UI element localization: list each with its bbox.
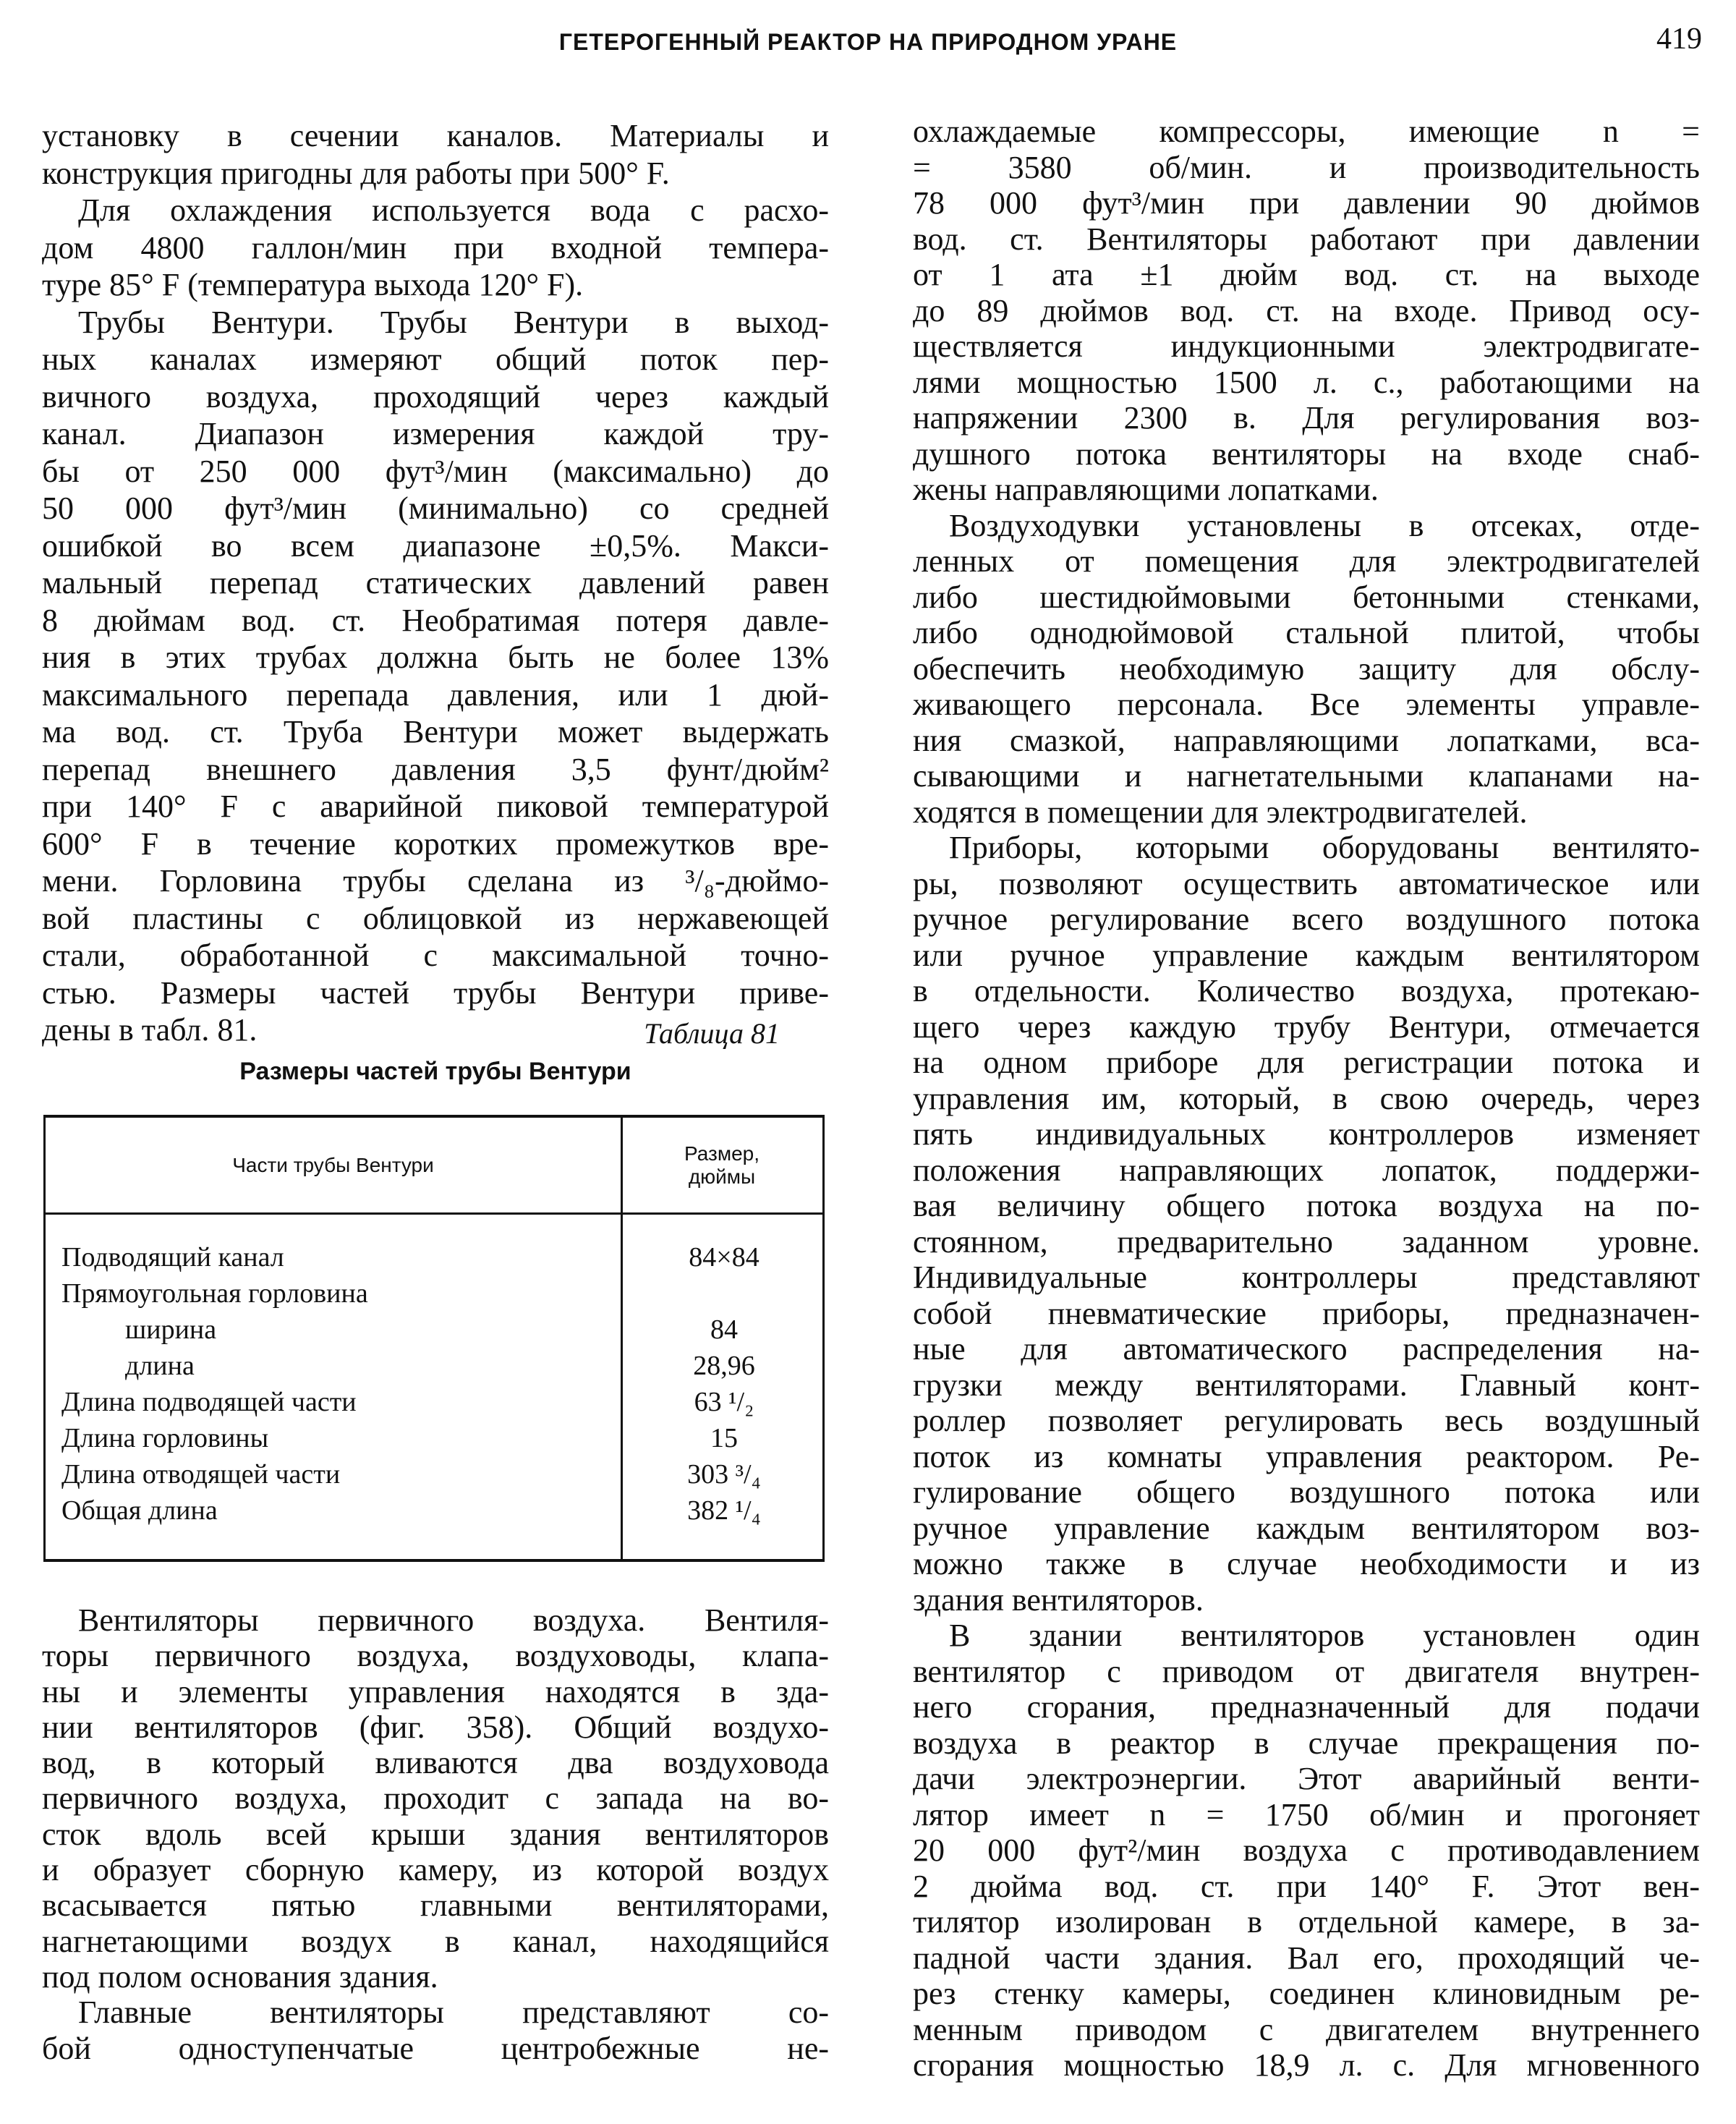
text-line: вой пластины с облицовкой из нержавеющей (42, 900, 829, 936)
size-cell: 28,96 (693, 1351, 755, 1381)
text-line: мени. Горловина трубы сделана из ³/₈-дюймо- (42, 863, 829, 899)
size-cell: 63 ¹/₂ (694, 1387, 754, 1417)
text-line: бой одноступенчатые центробежные не- (42, 2030, 829, 2066)
table-row (46, 1456, 822, 1492)
left-column-text (42, 117, 829, 1049)
text-line: ленных от помещения для электродвигателей (913, 543, 1700, 579)
size-cell: 382 ¹/₄ (687, 1495, 761, 1526)
part-name: ширина (125, 1314, 217, 1345)
table-caption: Таблица 81 (644, 1017, 780, 1050)
text-line: лями мощностью 1500 л. с., работающими на (913, 364, 1700, 400)
text-line: 50 000 фут³/мин (минимально) со средней (42, 490, 829, 526)
part-cell (125, 1312, 608, 1348)
text-line: стоянном, предварительно заданном уровне. (913, 1223, 1700, 1259)
text-line: вентилятор с приводом от двигателя внутрен- (913, 1653, 1700, 1689)
dot-leader (367, 1384, 608, 1420)
text-line: 8 дюймам вод. ст. Необратимая потеря давле- (42, 602, 829, 638)
text-line: мальный перепад статических давлений равен (42, 565, 829, 600)
dot-leader (205, 1348, 608, 1384)
text-line: ния смазкой, направляющими лопатками, вса- (913, 722, 1700, 758)
column-header-size-text: Размер, дюймы (684, 1142, 760, 1188)
dimensions-table (43, 1115, 825, 1562)
text-line: рез стенку камеры, соединен клиновидным ре- (913, 1976, 1700, 2011)
text-line: пять индивидуальных контроллеров изменяет (913, 1116, 1700, 1152)
paragraph (913, 830, 1700, 1618)
text-line: под полом основания здания. (42, 1958, 438, 1995)
text-line: вичного воздуха, проходящий через каждый (42, 378, 829, 415)
table-row (46, 1348, 822, 1384)
page-number: 419 (1656, 22, 1702, 56)
text-line: сывающими и нагнетательными клапанами на- (913, 758, 1700, 794)
table-row (46, 1239, 822, 1275)
text-line: воздуха в реактор в случае прекращения по- (913, 1725, 1700, 1761)
text-line: нагнетающими воздух в канал, находящийся (42, 1923, 829, 1959)
text-line: Вентиляторы первичного воздуха. Вентиля- (78, 1602, 829, 1638)
table-row (46, 1420, 822, 1456)
text-line: всасывается пятью главными вентиляторами, (42, 1887, 829, 1924)
text-line: Главные вентиляторы представляют со- (78, 1995, 829, 2031)
table-row (46, 1312, 822, 1348)
paragraph (913, 508, 1700, 831)
text-line: стью. Размеры частей трубы Вентури приве- (42, 974, 829, 1011)
text-line: вод. ст. Вентиляторы работают при давлении (913, 221, 1700, 257)
left-column-bottom-text (42, 1602, 829, 2066)
text-line: торы первичного воздуха, воздуховоды, клапа- (42, 1638, 829, 1674)
text-line: стали, обработанной с максимальной точно- (42, 938, 829, 973)
text-line: 20 000 фут²/мин воздуха с противодавлением (913, 1832, 1700, 1868)
size-cell: 15 (710, 1423, 738, 1453)
column-header-size (621, 1118, 823, 1212)
table-header (46, 1118, 822, 1215)
text-line: сгорания мощностью 18,9 л. с. Для мгновенного (913, 2047, 1700, 2083)
text-line: на одном приборе для регистрации потока и (913, 1045, 1700, 1080)
part-name: Длина отводящей части (61, 1459, 341, 1490)
text-line: перепад внешнего давления 3,5 фунт/дюйм² (42, 751, 829, 787)
size-cell: 84×84 (689, 1242, 760, 1273)
text-line: туре 85° F (температура выхода 120° F). (42, 267, 584, 302)
part-name: Длина горловины (61, 1423, 269, 1453)
text-line: нии вентиляторов (фиг. 358). Общий воздухо- (42, 1709, 829, 1745)
running-head: ГЕТЕРОГЕННЫЙ РЕАКТОР НА ПРИРОДНОМ УРАНЕ (558, 29, 1178, 55)
table-row (46, 1275, 822, 1312)
text-line: ручное регулирование всего воздушного потока (913, 901, 1700, 937)
text-line: установку в сечении каналов. Материалы и (42, 118, 829, 153)
text-line: В здании вентиляторов установлен один (949, 1618, 1700, 1653)
text-line: канал. Диапазон измерения каждой тру- (42, 416, 829, 451)
text-line: него сгорания, предназначенный для подачи (913, 1689, 1700, 1725)
text-line: в отдельности. Количество воздуха, протекаю- (913, 973, 1700, 1008)
right-column-text (913, 114, 1700, 2083)
part-cell (61, 1420, 608, 1456)
text-line: охлаждаемые компрессоры, имеющие n = (913, 114, 1700, 149)
text-line: дены в табл. 81. (42, 1012, 258, 1048)
text-line: роллер позволяет регулировать весь воздушный (913, 1403, 1700, 1438)
text-line: 600° F в течение коротких промежутков вре- (42, 825, 829, 862)
paragraph (42, 304, 829, 1049)
text-line: конструкция пригодны для работы при 500° F. (42, 155, 670, 191)
text-line: напряжении 2300 в. Для регулирования воз- (913, 400, 1700, 436)
text-line: ходятся в помещении для электродвигателей. (913, 794, 1528, 830)
text-line: 78 000 фут³/мин при давлении 90 дюймов (913, 185, 1700, 221)
text-line: обеспечить необходимую защиту для обслу- (913, 650, 1700, 687)
text-line: душного потока вентиляторы на входе снаб- (913, 436, 1700, 472)
text-line: лятор имеет n = 1750 об/мин и прогоняет (913, 1796, 1700, 1832)
text-line: ния в этих трубах должна быть не более 13% (42, 640, 829, 675)
text-line: грузки между вентиляторами. Главный конт- (913, 1367, 1700, 1403)
text-line: ных каналах измеряют общий поток пер- (42, 341, 829, 377)
text-line: Приборы, которыми оборудованы вентилято- (949, 830, 1700, 865)
size-cell: 303 ³/₄ (687, 1459, 761, 1490)
text-line: до 89 дюймов вод. ст. на входе. Привод осу- (913, 292, 1700, 328)
text-line: ны и элементы управления находятся в зда- (42, 1673, 829, 1709)
dot-leader (228, 1492, 608, 1529)
text-line: при 140° F с аварийной пиковой температурой (42, 789, 829, 824)
text-line: тилятор изолирован в отдельной камере, в за- (913, 1904, 1700, 1940)
text-line: дом 4800 галлон/мин при входной темпера- (42, 229, 829, 266)
text-line: управления им, который, в свою очередь, через (913, 1080, 1700, 1116)
text-line: дачи электроэнергии. Этот аварийный венти- (913, 1761, 1700, 1796)
text-line: жены направляющими лопатками. (913, 472, 1379, 507)
text-line: сток вдоль всей крыши здания вентиляторов (42, 1816, 829, 1852)
paragraph (42, 117, 829, 192)
text-line: Трубы Вентури. Трубы Вентури в выход- (78, 304, 829, 340)
dot-leader (350, 1456, 608, 1492)
part-name: Прямоугольная горловина (61, 1278, 368, 1309)
text-line: падной части здания. Вал его, проходящий че- (913, 1940, 1700, 1976)
text-line: Индивидуальные контроллеры представляют (913, 1259, 1700, 1295)
text-line: либо шестидюймовыми бетонными стенками, (913, 579, 1700, 615)
part-cell (61, 1384, 608, 1420)
text-line: или ручное управление каждым вентилятором (913, 937, 1700, 973)
text-line: можно также в случае необходимости и из (913, 1546, 1700, 1581)
paragraph (42, 1995, 829, 2066)
text-line: первичного воздуха, проходит с запада на во- (42, 1780, 829, 1817)
part-name: Общая длина (61, 1495, 218, 1526)
text-line: вод, в который вливаются два воздуховода (42, 1745, 829, 1781)
part-cell (61, 1239, 608, 1275)
text-line: живающего персонала. Все элементы управле- (913, 687, 1700, 722)
text-line: ные для автоматического распределения на- (913, 1331, 1700, 1367)
paragraph (913, 114, 1700, 508)
text-line: ошибкой во всем диапазоне ±0,5%. Макси- (42, 527, 829, 564)
text-line: от 1 ата ±1 дюйм вод. ст. на выходе (913, 257, 1700, 292)
part-cell (61, 1456, 608, 1492)
text-line: гулирование общего воздушного потока или (913, 1474, 1700, 1510)
table-title: Размеры частей трубы Вентури (239, 1058, 631, 1085)
text-line: либо однодюймовой стальной плитой, чтобы (913, 615, 1700, 650)
text-line: Для охлаждения используется вода с расхо- (78, 192, 829, 228)
table-body (46, 1239, 822, 1529)
dot-leader (294, 1239, 608, 1275)
text-line: максимального перепада давления, или 1 дюй- (42, 676, 829, 713)
text-line: вая величину общего потока воздуха на по- (913, 1188, 1700, 1223)
text-line: и образует сборную камеру, из которой воздух (42, 1852, 829, 1888)
column-header-part: Части трубы Вентури (232, 1153, 434, 1176)
text-line: здания вентиляторов. (913, 1581, 1204, 1618)
part-cell (125, 1348, 608, 1384)
text-line: ма вод. ст. Труба Вентури может выдержать (42, 714, 829, 749)
text-line: щего через каждую трубу Вентури, отмечается (913, 1008, 1700, 1045)
paragraph (42, 192, 829, 304)
table-row (46, 1492, 822, 1529)
part-cell (61, 1275, 608, 1312)
table-row (46, 1384, 822, 1420)
text-line: 2 дюйма вод. ст. при 140° F. Этот вен- (913, 1868, 1700, 1904)
text-line: поток из комнаты управления реактором. Ре- (913, 1438, 1700, 1474)
text-line: ществляется индукционными электродвигате- (913, 328, 1700, 364)
text-line: ры, позволяют осуществить автоматическое или (913, 865, 1700, 901)
paragraph (42, 1602, 829, 1995)
part-name: Длина подводящей части (61, 1387, 357, 1417)
text-line: бы от 250 000 фут³/мин (максимально) до (42, 453, 829, 489)
text-line: собой пневматические приборы, предназначен- (913, 1295, 1700, 1331)
part-cell (61, 1492, 608, 1529)
part-name: Подводящий канал (61, 1242, 284, 1273)
text-line: менным приводом с двигателем внутреннего (913, 2011, 1700, 2047)
dot-leader (278, 1420, 608, 1456)
part-name: длина (125, 1351, 195, 1381)
text-line: = 3580 об/мин. и производительность (913, 149, 1700, 185)
dot-leader (226, 1312, 608, 1348)
text-line: Воздуходувки установлены в отсеках, отде- (949, 507, 1700, 543)
size-cell: 84 (710, 1314, 738, 1345)
paragraph (913, 1618, 1700, 2083)
text-line: положения направляющих лопаток, поддержи- (913, 1152, 1700, 1188)
text-line: ручное управление каждым вентилятором воз- (913, 1510, 1700, 1546)
